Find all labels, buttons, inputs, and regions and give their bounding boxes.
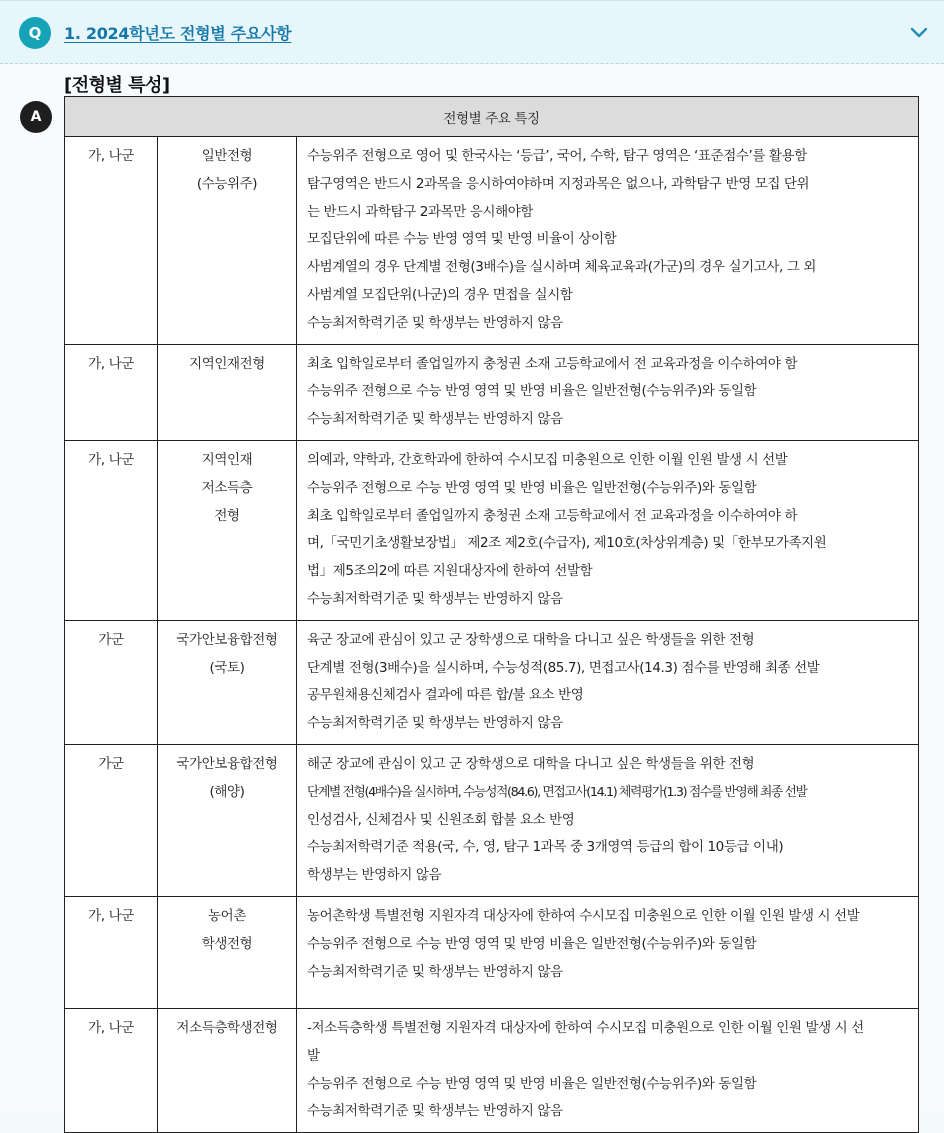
admission-type-cell (158, 344, 297, 440)
description-line: 법」제5조의2에 따른 지원대상자에 한하여 선발함 (307, 563, 593, 580)
description-line: 탐구영역은 반드시 2과목을 응시하여야하며 지정과목은 없으나, 과학탐구 반영 모집 단위 (307, 175, 810, 192)
admission-type-cell (158, 1008, 297, 1132)
admission-type-line: (수능위주) (196, 175, 258, 192)
admission-type-line: 저소득층학생전형 (176, 1019, 278, 1036)
description-line: 수능위주 전형으로 수능 반영 영역 및 반영 비율은 일반전형(수능위주)와 동일함 (307, 935, 757, 952)
table-row (65, 896, 919, 1008)
description-line: 학생부는 반영하지 않음 (307, 867, 442, 884)
table-header: 전형별 주요 특징 (65, 97, 919, 137)
group-cell: 가, 나군 (65, 1008, 158, 1132)
group-cell: 가, 나군 (65, 440, 158, 620)
group-cell: 가, 나군 (65, 896, 158, 1008)
group-cell: 가, 나군 (65, 344, 158, 440)
description-line: 단계별 전형(3배수)을 실시하며, 수능성적(85.7), 면접고사(14.3) 점수를 반영해 최종 선발 (307, 659, 820, 676)
description-line: 수능최저학력기준 및 학생부는 반영하지 않음 (307, 590, 563, 607)
description-line: 육군 장교에 관심이 있고 군 장학생으로 대학을 다니고 싶은 학생들을 위한 전형 (307, 631, 755, 648)
description-line: 발 (307, 1047, 320, 1064)
description-line: 최초 입학일로부터 졸업일까지 충청권 소재 고등학교에서 전 교육과정을 이수하여야 함 (307, 355, 798, 372)
group-cell: 가, 나군 (65, 137, 158, 345)
description-line: 수능최저학력기준 및 학생부는 반영하지 않음 (307, 715, 563, 732)
description-line: 수능위주 전형으로 수능 반영 영역 및 반영 비율은 일반전형(수능위주)와 동일함 (307, 1075, 757, 1092)
description-line: 수능최저학력기준 적용(국, 수, 영, 탐구 1과목 중 3개영역 등급의 합이 10등급 이내) (307, 839, 784, 856)
description-line: 의예과, 약학과, 간호학과에 한하여 수시모집 미충원으로 인한 이월 인원 발생 시 선발 (307, 451, 788, 468)
description-line: 인성검사, 신체검사 및 신원조회 합불 요소 반영 (307, 811, 575, 828)
admission-type-line: 농어촌 (208, 907, 246, 924)
description-cell (297, 620, 919, 744)
admission-type-table (64, 96, 919, 1133)
group-cell: 가군 (65, 620, 158, 744)
description-line: 모집단위에 따른 수능 반영 영역 및 반영 비율이 상이함 (307, 231, 617, 248)
description-cell (297, 137, 919, 345)
admission-type-cell (158, 440, 297, 620)
table-body (65, 137, 919, 1133)
admission-type-cell (158, 744, 297, 896)
description-line: -저소득층학생 특별전형 지원자격 대상자에 한하여 수시모집 미충원으로 인한 이월 인원 발생 시 선 (307, 1019, 864, 1036)
answer-badge: A (20, 101, 52, 133)
admission-type-line: 저소득층 (201, 479, 253, 496)
admission-type-line: 지역인재전형 (189, 355, 265, 372)
description-line: 수능위주 전형으로 수능 반영 영역 및 반영 비율은 일반전형(수능위주)와 동일함 (307, 479, 757, 496)
admission-type-cell (158, 620, 297, 744)
admission-type-line: 국가안보융합전형 (176, 631, 278, 648)
description-cell (297, 744, 919, 896)
description-line: 수능위주 전형으로 수능 반영 영역 및 반영 비율은 일반전형(수능위주)와 동일함 (307, 383, 757, 400)
description-line: 수능최저학력기준 및 학생부는 반영하지 않음 (307, 963, 563, 980)
description-cell (297, 344, 919, 440)
question-title-link[interactable]: 1. 2024학년도 전형별 주요사항 (64, 24, 292, 43)
description-line: 수능최저학력기준 및 학생부는 반영하지 않음 (307, 1103, 563, 1120)
admission-type-line: 일반전형 (201, 148, 253, 164)
admission-type-cell (158, 137, 297, 345)
table-row (65, 1008, 919, 1132)
description-line: 수능최저학력기준 및 학생부는 반영하지 않음 (307, 314, 563, 331)
table-header-row (65, 97, 919, 137)
description-line: 며,「국민기초생활보장법」 제2조 제2호(수급자), 제10호(차상위계층) 및「한부모가족지원 (307, 535, 827, 552)
admission-type-cell (158, 896, 297, 1008)
admission-type-line: 전형 (214, 507, 240, 524)
description-line: 수능최저학력기준 및 학생부는 반영하지 않음 (307, 411, 563, 428)
description-cell (297, 896, 919, 1008)
faq-question-header[interactable] (0, 0, 944, 64)
admission-type-line: 국가안보융합전형 (176, 755, 278, 772)
description-line: 사범계열 모집단위(나군)의 경우 면접을 실시함 (307, 286, 573, 303)
table-row (65, 440, 919, 620)
table-row (65, 137, 919, 345)
admission-type-line: (국토) (209, 659, 245, 676)
description-cell (297, 440, 919, 620)
description-line: 농어촌학생 특별전형 지원자격 대상자에 한하여 수시모집 미충원으로 인한 이월 인원 발생 시 선발 (307, 907, 860, 924)
description-line: 해군 장교에 관심이 있고 군 장학생으로 대학을 다니고 싶은 학생들을 위한 전형 (307, 755, 755, 772)
table-row (65, 620, 919, 744)
description-line: 공무원채용신체검사 결과에 따른 합/불 요소 반영 (307, 687, 584, 704)
chevron-down-icon[interactable] (908, 21, 930, 43)
table-row (65, 344, 919, 440)
description-line: 는 반드시 과학탐구 2과목만 응시해야함 (307, 203, 534, 220)
question-badge: Q (19, 17, 51, 49)
description-line: 단계별 전형(4배수)을 실시하며, 수능성적(84.6), 면접고사(14.1) 체력평가(1.3) 점수를 반영해 최종 선발 (307, 784, 807, 800)
admission-type-line: 지역인재 (201, 451, 253, 468)
table-row (65, 744, 919, 896)
description-line: 최초 입학일로부터 졸업일까지 충청권 소재 고등학교에서 전 교육과정을 이수하여야 하 (307, 507, 798, 524)
admission-type-line: (해양) (209, 783, 245, 800)
description-line: 수능위주 전형으로 영어 및 한국사는 ‘등급’, 국어, 수학, 탐구 영역은 ‘표준점수’를 활용함 (307, 148, 807, 164)
description-line: 사범계열의 경우 단계별 전형(3배수)을 실시하며 체육교육과(가군)의 경우 실기고사, 그 외 (307, 259, 817, 276)
group-cell: 가군 (65, 744, 158, 896)
section-title: [전형별 특성] (64, 75, 170, 96)
admission-type-line: 학생전형 (201, 935, 253, 952)
description-cell (297, 1008, 919, 1132)
